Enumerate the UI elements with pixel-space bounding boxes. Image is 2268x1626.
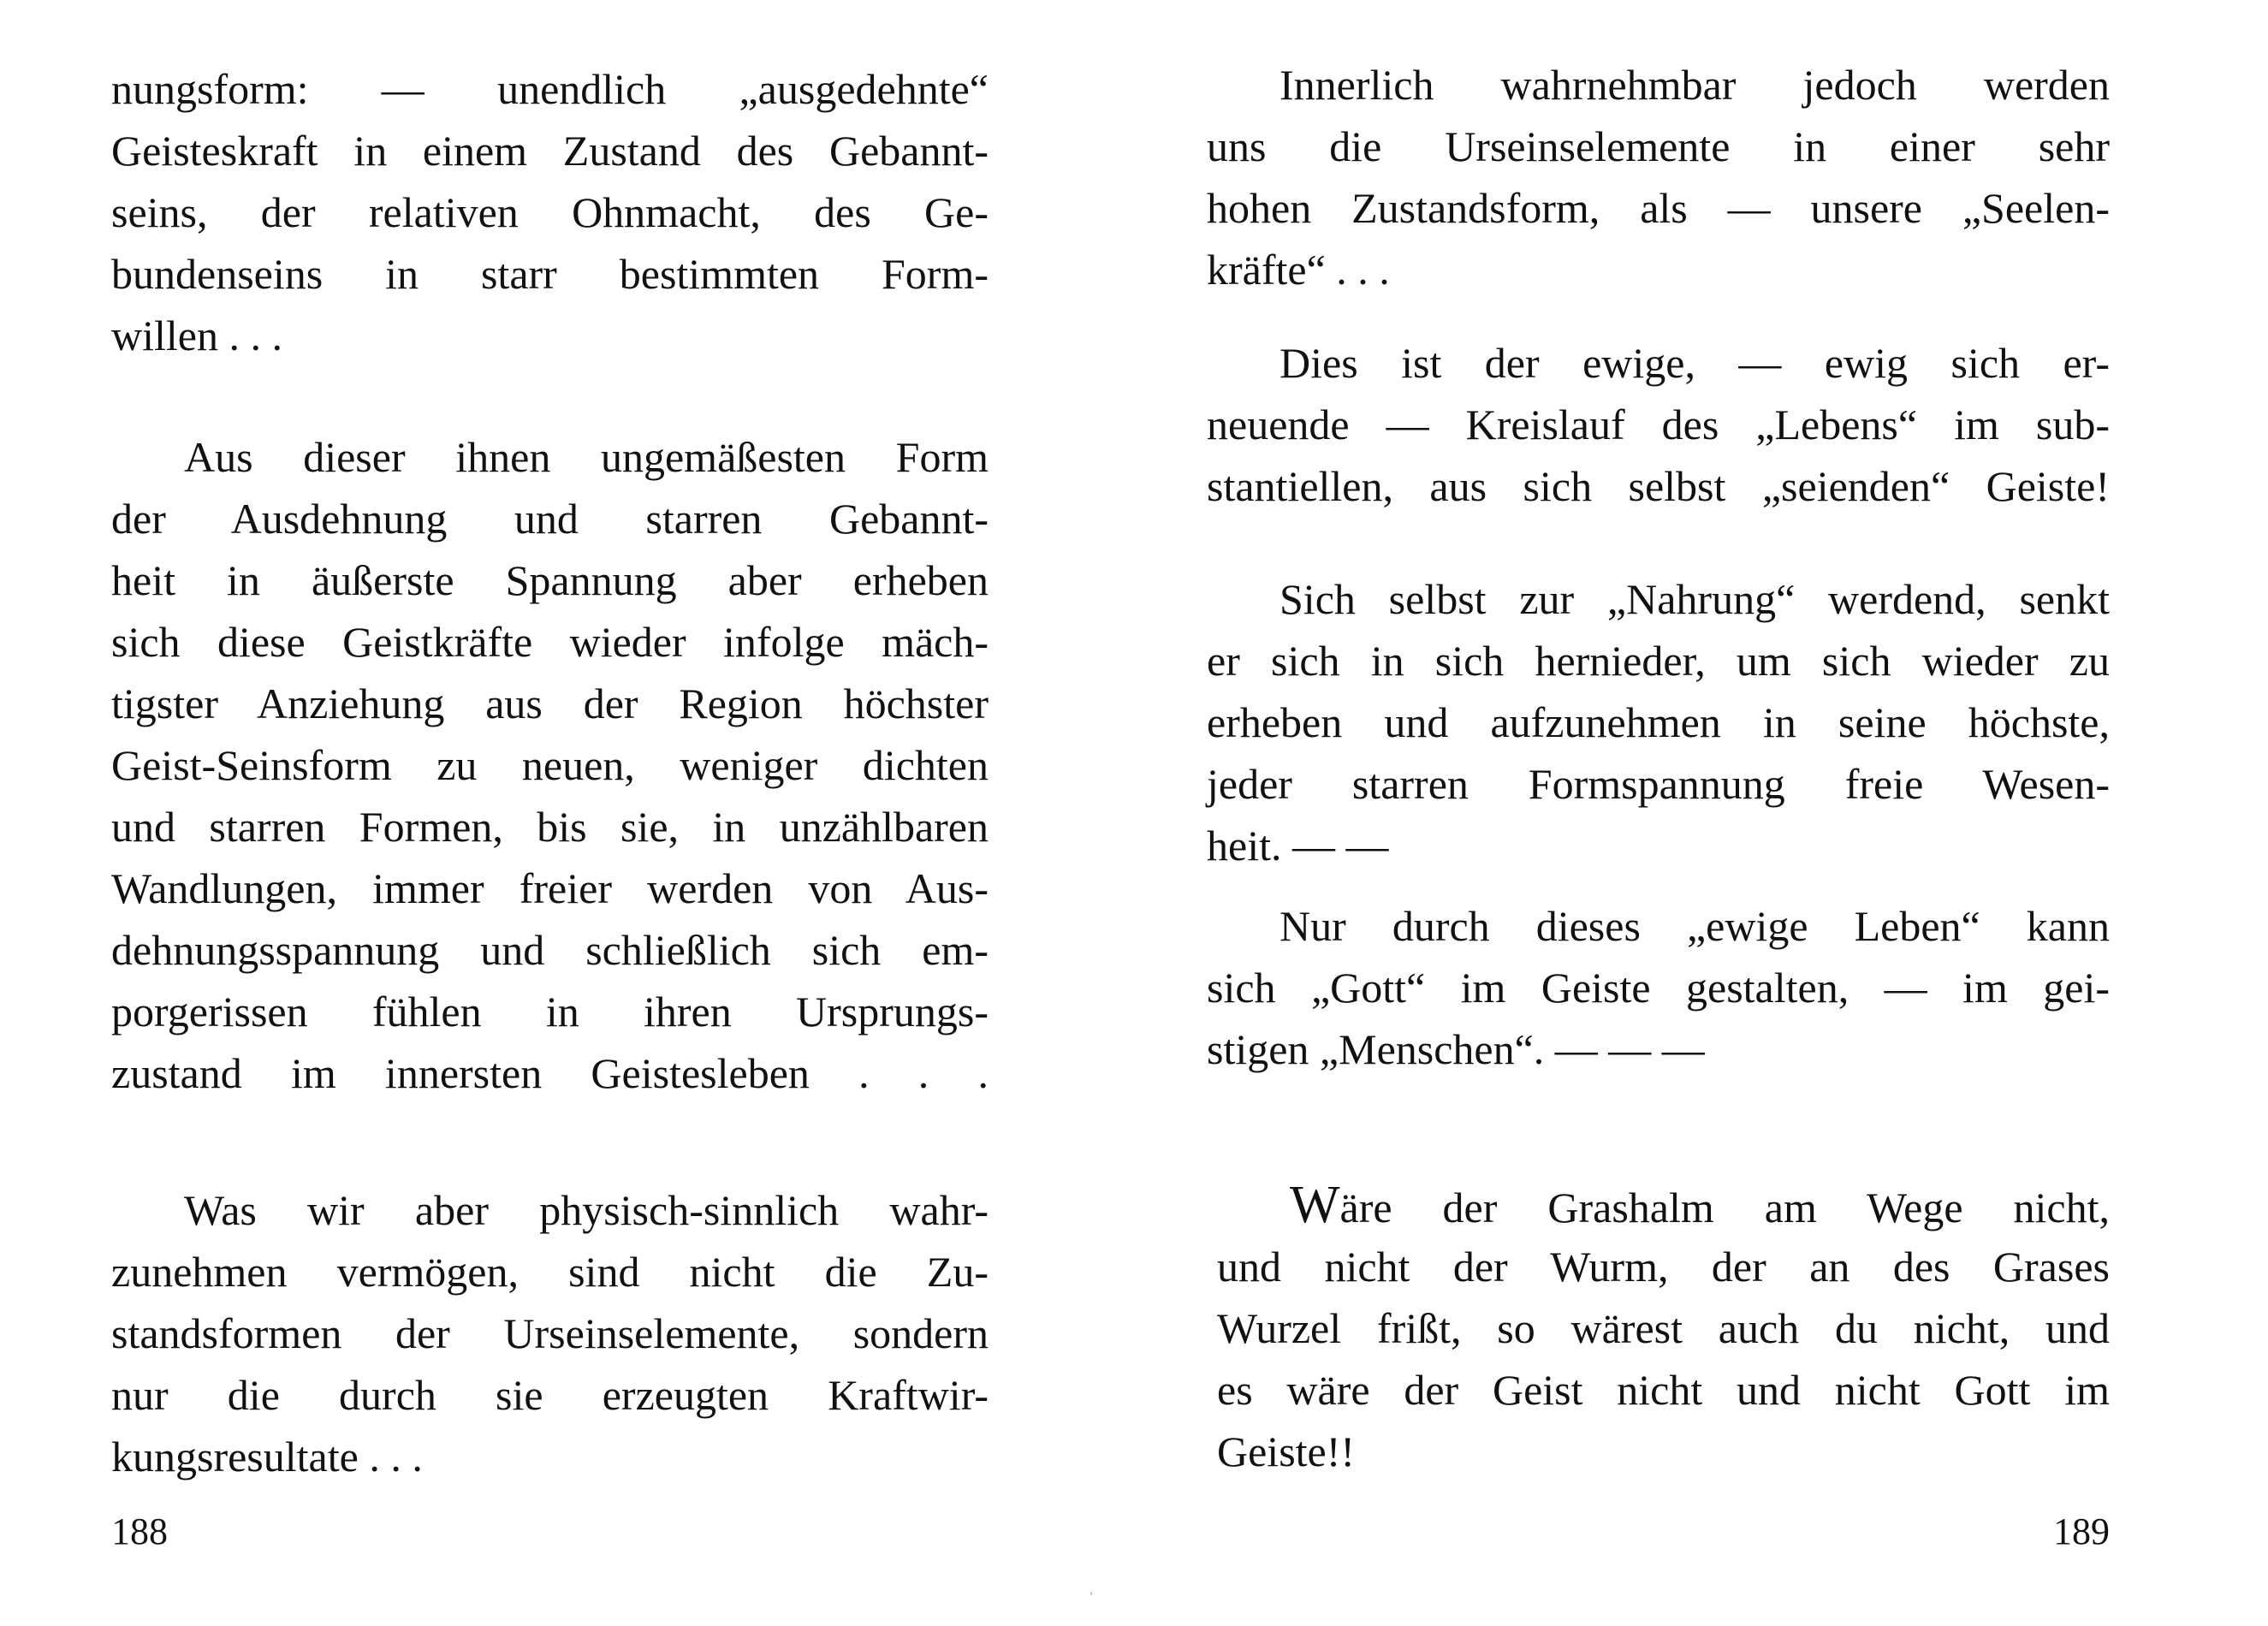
text-line: sich diese Geistkräfte wieder infolge mäch- — [111, 618, 989, 666]
text-line — [1217, 1174, 2110, 1236]
text-line: kungsresultate . . . — [111, 1433, 423, 1481]
right-page — [1207, 0, 2110, 1626]
text-line: stigen „Menschen“. — — — — [1207, 1025, 1705, 1073]
text-line: bundenseins in starr bestimmten Form- — [111, 250, 989, 298]
text-line: Innerlich wahrnehmbar jedoch werden — [1279, 61, 2110, 109]
text-line: und nicht der Wurm, der an des Grases — [1217, 1243, 2110, 1291]
text-line: es wäre der Geist nicht und nicht Gott im — [1217, 1366, 2110, 1414]
text-line: Nur durch dieses „ewige Leben“ kann — [1279, 902, 2110, 950]
text-line: sich „Gott“ im Geiste gestalten, — im gei- — [1207, 964, 2110, 1012]
text-line: Was wir aber physisch-sinnlich wahr- — [184, 1186, 989, 1234]
text-line: jeder starren Formspannung freie Wesen- — [1207, 760, 2110, 808]
text-line: standsformen der Urseinselemente, sondern — [111, 1309, 989, 1357]
text-line: kräfte“ . . . — [1207, 246, 1390, 294]
text-line: nur die durch sie erzeugten Kraftwir- — [111, 1371, 989, 1419]
drop-cap: W — [1290, 1176, 1340, 1234]
text-line: zunehmen vermögen, sind nicht die Zu- — [111, 1248, 989, 1296]
text-line: er sich in sich hernieder, um sich wieder zu — [1207, 637, 2110, 685]
paragraph — [1207, 332, 2110, 517]
text-line: zustand im innersten Geistesleben . . . — [111, 1049, 989, 1097]
text-line: Wurzel frißt, so wärest auch du nicht, und — [1217, 1304, 2110, 1352]
text-line: Wandlungen, immer freier werden von Aus- — [111, 864, 989, 912]
paragraph — [111, 426, 989, 1104]
text-line: stantiellen, aus sich selbst „seienden“ Geiste! — [1207, 462, 2110, 510]
text-line: nungsform: — unendlich „ausgedehnte“ — [111, 65, 989, 113]
text-line-rest: äre der Grashalm am Wege nicht, — [1339, 1184, 2110, 1231]
page-number: 189 — [2053, 1510, 2110, 1552]
paragraph — [1207, 1174, 2110, 1482]
paragraph — [1207, 895, 2110, 1080]
text-line: tigster Anziehung aus der Region höchster — [111, 679, 989, 727]
text-line: Geiste!! — [1217, 1427, 1356, 1475]
text-line: heit. — — — [1207, 822, 1389, 869]
text-line: der Ausdehnung und starren Gebannt- — [111, 495, 989, 543]
text-line: seins, der relativen Ohnmacht, des Ge- — [111, 188, 989, 236]
text-line: Geisteskraft in einem Zustand des Gebannt- — [111, 127, 989, 175]
text-line: dehnungsspannung und schließlich sich em- — [111, 926, 989, 974]
paragraph — [1207, 54, 2110, 300]
page-number: 188 — [111, 1510, 168, 1552]
text-line: willen . . . — [111, 312, 282, 359]
paragraph — [111, 58, 989, 366]
text-line: porgerissen fühlen in ihren Ursprungs- — [111, 988, 989, 1036]
text-line: hohen Zustandsform, als — unsere „Seelen- — [1207, 184, 2110, 232]
paragraph — [111, 1179, 989, 1487]
paragraph — [1207, 568, 2110, 876]
text-line: Geist-Seinsform zu neuen, weniger dichten — [111, 741, 989, 789]
text-line: Sich selbst zur „Nahrung“ werdend, senkt — [1279, 575, 2110, 623]
gutter-mark — [1090, 1592, 1092, 1595]
text-line: erheben und aufzunehmen in seine höchste, — [1207, 698, 2110, 746]
text-line: und starren Formen, bis sie, in unzählbaren — [111, 803, 989, 851]
text-line: Aus dieser ihnen ungemäßesten Form — [184, 433, 989, 481]
text-line: heit in äußerste Spannung aber erheben — [111, 556, 989, 604]
text-line: neuende — Kreislauf des „Lebens“ im sub- — [1207, 401, 2110, 448]
text-line: uns die Urseinselemente in einer sehr — [1207, 122, 2110, 170]
text-line: Dies ist der ewige, — ewig sich er- — [1279, 339, 2110, 387]
left-page — [111, 0, 989, 1626]
